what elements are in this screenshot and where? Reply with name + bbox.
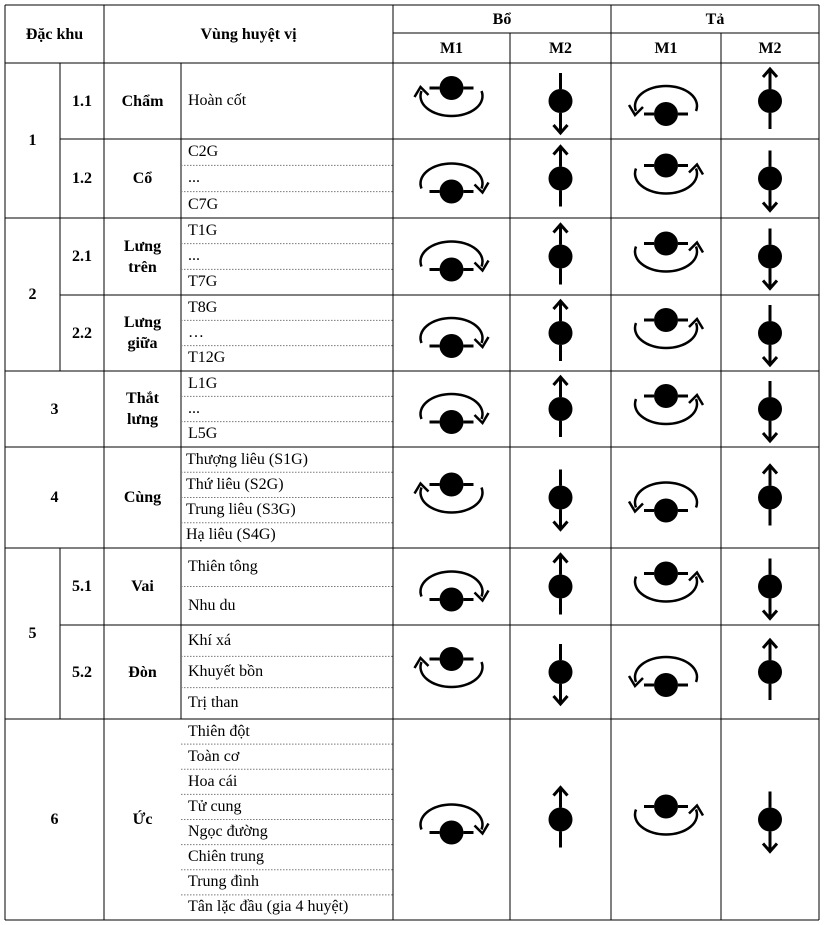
header-tonify-m1: M1: [439, 39, 464, 57]
acupoint-label: Thiên tông: [188, 558, 258, 576]
acupoint-label: Tử cung: [188, 797, 242, 815]
rotation-cw-bottom-icon: [420, 163, 488, 203]
acupoint-label: ...: [188, 399, 200, 417]
arrow-up-icon: [758, 640, 782, 700]
rotation-ccw-bottom-icon: [629, 86, 697, 126]
rotation-cw-bottom-icon: [420, 241, 488, 281]
acupoint-label: Trị than: [188, 694, 239, 712]
acupoint-label: Hoàn cốt: [188, 92, 247, 109]
region-name: Vai: [131, 578, 154, 595]
header-disperse: Tả: [705, 10, 725, 28]
rotation-ccw-top-icon: [635, 154, 703, 194]
arrow-up-icon: [549, 555, 573, 615]
rotation-cw-top-icon: [415, 647, 483, 687]
rotation-cw-bottom-icon: [421, 804, 489, 844]
header-tonify-m2: M2: [548, 39, 573, 57]
acupoint-label: Thiên đột: [188, 722, 250, 740]
acupoint-label: Tân lặc đầu (gia 4 huyệt): [188, 898, 349, 916]
acupoint-label: Trung đình: [188, 873, 259, 891]
acupoint-label: T7G: [188, 273, 218, 291]
subzone-number: 2.1: [72, 248, 92, 265]
region-name: Cổ: [132, 170, 153, 187]
arrow-down-icon: [549, 73, 573, 133]
acupoint-label: Thượng liêu (S1G): [186, 450, 309, 468]
subzone-number: 1.1: [72, 92, 92, 110]
arrow-down-icon: [758, 559, 782, 619]
subzone-number: 5.1: [72, 578, 92, 595]
arrow-up-icon: [758, 69, 782, 129]
region-name: Thắt lưng: [126, 390, 159, 428]
arrow-down-icon: [758, 229, 782, 289]
arrow-up-icon: [549, 301, 573, 361]
acupoint-label: Hạ liêu (S4G): [186, 526, 276, 544]
acupoint-label: Trung liêu (S3G): [186, 501, 296, 519]
rotation-cw-top-icon: [415, 76, 483, 116]
rotation-ccw-bottom-icon: [629, 482, 697, 522]
acupoint-label: T1G: [188, 221, 218, 239]
rotation-ccw-top-icon: [635, 562, 703, 602]
group-number: 1: [28, 132, 37, 149]
acupoint-label: Khí xá: [188, 631, 232, 649]
subzone-number: 5.2: [72, 663, 92, 681]
acupoint-label: Nhu du: [188, 596, 236, 614]
rotation-cw-bottom-icon: [420, 571, 488, 611]
header-zone: Đặc khu: [25, 25, 84, 43]
header-tonify: Bổ: [492, 10, 512, 28]
rotation-ccw-top-icon: [635, 795, 703, 835]
acupoint-label: L1G: [188, 374, 218, 392]
arrow-up-icon: [549, 147, 573, 207]
arrow-down-icon: [549, 644, 573, 704]
subzone-number: 2.2: [72, 324, 92, 342]
arrow-up-icon: [549, 788, 573, 848]
group-number: 4: [50, 489, 59, 506]
acupoint-label: T8G: [188, 298, 218, 316]
rotation-ccw-bottom-icon: [629, 657, 697, 697]
subzone-number: 1.2: [72, 170, 92, 187]
region-name: Ức: [132, 811, 153, 828]
acupoint-label: Khuyết bồn: [188, 662, 264, 680]
acupoint-label: Thứ liêu (S2G): [186, 475, 284, 493]
rotation-cw-bottom-icon: [420, 318, 488, 358]
arrow-up-icon: [549, 225, 573, 285]
header-disperse-m2: M2: [758, 39, 782, 57]
arrow-down-icon: [758, 151, 782, 211]
header-disperse-m1: M1: [654, 39, 678, 57]
region-name: Chẩm: [121, 92, 164, 110]
acupoint-label: C2G: [188, 143, 219, 161]
acupoint-label: Hoa cái: [188, 772, 238, 790]
header-region: Vùng huyệt vị: [200, 25, 297, 43]
acupoint-label: ...: [188, 169, 200, 187]
acupoint-label: T12G: [188, 349, 226, 367]
group-number: 6: [50, 811, 59, 828]
region-name: Lưng giữa: [123, 314, 162, 352]
acupoint-label: Ngọc đường: [188, 823, 268, 841]
region-name: Cùng: [123, 489, 162, 506]
arrow-down-icon: [549, 470, 573, 530]
acupoint-label: Chiên trung: [188, 848, 264, 866]
rotation-ccw-top-icon: [635, 308, 703, 348]
group-number: 5: [28, 625, 37, 642]
region-name: Đòn: [128, 663, 157, 681]
rotation-cw-bottom-icon: [420, 394, 488, 434]
acupoint-label: C7G: [188, 195, 219, 213]
arrow-down-icon: [758, 381, 782, 441]
rotation-cw-top-icon: [415, 473, 483, 513]
group-number: 3: [50, 400, 59, 418]
arrow-up-icon: [758, 466, 782, 526]
rotation-ccw-top-icon: [635, 384, 703, 424]
arrow-down-icon: [758, 792, 782, 852]
group-number: 2: [28, 286, 37, 303]
acupoint-label: ...: [188, 247, 200, 265]
region-name: Lưng trên: [123, 237, 162, 276]
arrow-up-icon: [549, 377, 573, 437]
acupoint-label: Toàn cơ: [188, 747, 240, 765]
arrow-down-icon: [758, 305, 782, 365]
acupoint-label: L5G: [188, 425, 218, 443]
rotation-ccw-top-icon: [635, 232, 703, 272]
acupoint-label: …: [188, 323, 204, 341]
